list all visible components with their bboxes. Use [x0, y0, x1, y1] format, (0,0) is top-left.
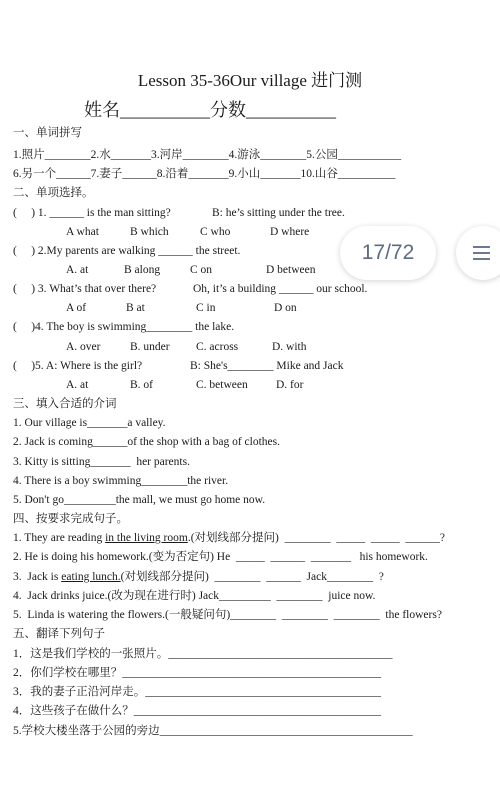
- section5-heading: 五、翻译下列句子: [13, 628, 105, 640]
- q3-answer-hint: Oh, it’s a building ______ our school.: [193, 283, 368, 295]
- q3-option-c: C in: [196, 302, 216, 314]
- q2-option-d: D between: [266, 264, 316, 276]
- section2-heading: 二、单项选择。: [13, 187, 94, 199]
- q5-option-b: B. of: [130, 379, 153, 391]
- q4-option-b: B. under: [130, 341, 170, 353]
- rewrite-1-prefix: 1. They are reading: [13, 532, 106, 544]
- q2-option-b: B along: [124, 264, 161, 276]
- q1-option-c: C who: [200, 226, 231, 238]
- menu-icon-bar: [473, 258, 490, 260]
- rewrite-3-underlined: eating lunch.: [61, 571, 121, 583]
- rewrite-item-5: 5. Linda is watering the flowers.(一般疑问句)________ ________ ________ the flowers?: [13, 609, 442, 621]
- preposition-item: 4. There is a boy swimming________the river.: [13, 475, 229, 487]
- q1-answer-hint: B: he’s sitting under the tree.: [212, 207, 345, 219]
- vocab-line-1: 1.照片________2.水_______3.河岸________4.游泳________5.公园___________: [13, 149, 402, 161]
- menu-icon: [473, 246, 490, 248]
- rewrite-3-prefix: 3. Jack is: [13, 571, 62, 583]
- rewrite-item-2: 2. He is doing his homework.(变为否定句) He _____ ______ _______ his homework.: [13, 551, 428, 563]
- rewrite-item-1: [13, 531, 445, 545]
- q4-option-d: D. with: [272, 341, 307, 353]
- preposition-item: 1. Our village is_______a valley.: [13, 417, 166, 429]
- q1-option-a: A what: [66, 226, 99, 238]
- rewrite-1-underlined: in the living room: [105, 532, 188, 544]
- section4-heading: 四、按要求完成句子。: [13, 513, 128, 525]
- preposition-item: 2. Jack is coming______of the shop with a bag of clothes.: [13, 436, 281, 448]
- name-score-row: 姓名__________分数__________: [84, 100, 336, 120]
- vocab-line-2: 6.另一个______7.妻子______8.沿着_______9.小山_______10.山谷__________: [13, 168, 396, 180]
- q1-option-b: B which: [130, 226, 169, 238]
- q5-option-c: C. between: [196, 379, 248, 391]
- q3-option-d: D on: [274, 302, 297, 314]
- worksheet-title: Lesson 35-36Our village 进门测: [137, 71, 363, 90]
- rewrite-1-suffix: .(对划线部分提问) ________ _____ _____ ______?: [187, 532, 445, 544]
- menu-icon-bar: [473, 252, 490, 254]
- rewrite-item-3: [13, 570, 384, 584]
- q4-option-a: A. over: [66, 341, 101, 353]
- page-indicator[interactable]: 17/72: [340, 226, 436, 280]
- q2-stem: ( ) 2.My parents are walking ______ the street.: [13, 245, 241, 257]
- translate-item: 2．你们学校在哪里？_____________________________________________: [13, 667, 381, 679]
- section3-heading: 三、填入合适的介词: [13, 398, 117, 410]
- section1-heading: 一、单词拼写: [13, 127, 82, 139]
- preposition-item: 5. Don't go_________the mall, we must go home now.: [13, 494, 266, 506]
- rewrite-item-4: 4. Jack drinks juice.(改为现在进行时) Jack_________ ________ juice now.: [13, 590, 376, 602]
- q5-answer-hint: B: She's________ Mike and Jack: [190, 360, 344, 372]
- translate-item: 1．这是我们学校的一张照片。_______________________________________: [13, 648, 393, 660]
- rewrite-3-suffix: (对划线部分提问) ________ ______ Jack________ ?: [120, 571, 384, 583]
- q2-option-a: A. at: [66, 264, 89, 276]
- q3-option-b: B at: [126, 302, 145, 314]
- q1-stem: ( ) 1. ______ is the man sitting?: [13, 207, 171, 219]
- translate-item: 4．这些孩子在做什么？___________________________________________: [13, 705, 381, 717]
- preposition-item: 3. Kitty is sitting_______ her parents.: [13, 456, 190, 468]
- q4-option-c: C. across: [196, 341, 239, 353]
- q5-option-a: A. at: [66, 379, 89, 391]
- q2-option-c: C on: [190, 264, 213, 276]
- menu-button[interactable]: [456, 226, 500, 280]
- translate-item: 3．我的妻子正沿河岸走。_________________________________________: [13, 686, 381, 698]
- q5-stem: ( )5. A: Where is the girl?: [13, 360, 143, 372]
- q1-option-d: D where: [270, 226, 310, 238]
- q4-stem: ( )4. The boy is swimming________ the lake.: [13, 321, 235, 333]
- translate-item: 5.学校大楼坐落于公园的旁边____________________________________________: [13, 725, 413, 737]
- q3-stem: ( ) 3. What’s that over there?: [13, 283, 157, 295]
- q5-option-d: D. for: [276, 379, 304, 391]
- q3-option-a: A of: [66, 302, 87, 314]
